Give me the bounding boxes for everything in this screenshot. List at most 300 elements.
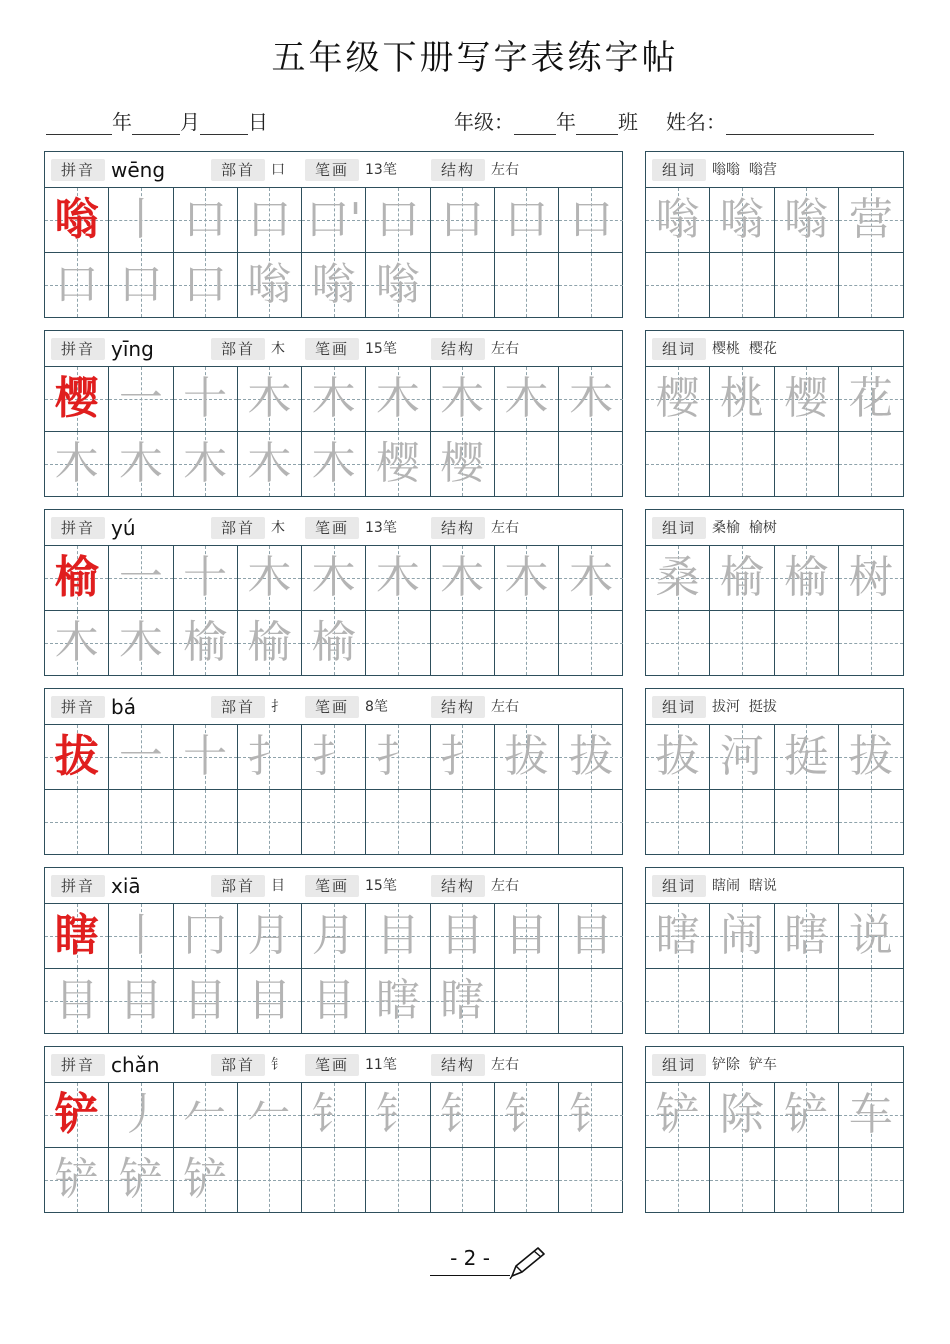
year-blank[interactable] <box>46 113 112 135</box>
writing-cell[interactable] <box>302 969 366 1034</box>
char-info-header <box>45 868 622 904</box>
word-writing-cell[interactable] <box>775 611 839 676</box>
writing-cell[interactable] <box>559 546 623 611</box>
structure-tag: 结构 <box>431 875 485 897</box>
trace-character: 扌 <box>440 731 485 782</box>
word-trace-character: 闹 <box>719 910 764 961</box>
student-row <box>454 106 874 136</box>
writing-cell[interactable] <box>431 611 495 676</box>
writing-cell[interactable] <box>431 253 495 318</box>
writing-cell[interactable] <box>495 188 559 253</box>
trace-character: 口 <box>118 258 163 310</box>
writing-cell[interactable] <box>302 1083 366 1148</box>
writing-cell[interactable] <box>238 969 302 1034</box>
word-writing-cell[interactable] <box>775 725 839 790</box>
trace-character: 榆 <box>311 616 356 668</box>
char-info-header <box>45 1047 622 1083</box>
trace-character: 木 <box>118 616 163 668</box>
trace-character: 木 <box>247 552 292 603</box>
model-character: 拔 <box>54 731 99 782</box>
writing-cell[interactable] <box>238 253 302 318</box>
strokes-value: 8笔 <box>365 699 388 715</box>
char-info-header <box>45 510 622 546</box>
word-writing-cell[interactable] <box>839 1148 903 1213</box>
words-header <box>646 152 903 188</box>
trace-character: 𠂉 <box>247 1089 292 1140</box>
word-writing-cell[interactable] <box>710 725 774 790</box>
words-tag: 组词 <box>652 696 706 718</box>
writing-cell[interactable] <box>174 904 238 969</box>
writing-cell[interactable] <box>495 904 559 969</box>
writing-cell[interactable] <box>174 188 238 253</box>
grade-class-blank[interactable] <box>576 113 618 135</box>
word-writing-cell[interactable] <box>710 367 774 432</box>
word-writing-cell[interactable] <box>646 432 710 497</box>
char-practice-block <box>44 1046 623 1213</box>
writing-cell[interactable] <box>45 367 109 432</box>
words-value: 嗡嗡 嗡营 <box>712 162 777 178</box>
word-trace-character: 瞎 <box>655 910 700 961</box>
writing-cell[interactable] <box>238 611 302 676</box>
writing-cell[interactable] <box>495 790 559 855</box>
trace-character: 丿 <box>118 1089 163 1140</box>
radical-value: 木 <box>271 341 285 357</box>
writing-cell[interactable] <box>45 432 109 497</box>
trace-character: 口 <box>375 194 420 245</box>
pinyin-tag: 拼音 <box>51 159 105 181</box>
radical-tag: 部首 <box>211 338 265 360</box>
word-writing-cell[interactable] <box>839 611 903 676</box>
model-character: 嗡 <box>54 194 99 245</box>
pinyin-value: yīng <box>111 337 154 361</box>
writing-cell[interactable] <box>302 611 366 676</box>
word-writing-cell[interactable] <box>710 188 774 253</box>
writing-cell[interactable] <box>109 904 173 969</box>
word-practice-block <box>645 688 904 855</box>
radical-tag: 部首 <box>211 696 265 718</box>
writing-cell[interactable] <box>45 790 109 855</box>
word-trace-character: 挺 <box>784 731 829 782</box>
trace-character: 木 <box>311 373 356 424</box>
pinyin-value: bá <box>111 695 136 719</box>
structure-value: 左右 <box>491 699 519 715</box>
trace-character: 目 <box>247 974 292 1026</box>
writing-cell[interactable] <box>559 725 623 790</box>
words-tag: 组词 <box>652 875 706 897</box>
structure-value: 左右 <box>491 878 519 894</box>
writing-cell[interactable] <box>559 611 623 676</box>
writing-cell[interactable] <box>559 969 623 1034</box>
trace-character: 目 <box>54 974 99 1026</box>
radical-tag: 部首 <box>211 159 265 181</box>
word-trace-character: 说 <box>848 910 893 961</box>
writing-cell[interactable] <box>431 725 495 790</box>
word-writing-cell[interactable] <box>839 790 903 855</box>
writing-cell[interactable] <box>366 790 430 855</box>
pinyin-value: wēng <box>111 158 166 182</box>
writing-cell[interactable] <box>559 367 623 432</box>
trace-character: 木 <box>569 552 614 603</box>
writing-cell[interactable] <box>431 904 495 969</box>
trace-character: 口 <box>183 258 228 310</box>
writing-cell[interactable] <box>174 969 238 1034</box>
strokes-tag: 笔画 <box>305 1054 359 1076</box>
writing-cell[interactable] <box>495 253 559 318</box>
word-trace-character: 拔 <box>655 731 700 782</box>
word-writing-cell[interactable] <box>839 253 903 318</box>
writing-cell[interactable] <box>45 1148 109 1213</box>
writing-cell[interactable] <box>109 432 173 497</box>
words-tag: 组词 <box>652 517 706 539</box>
writing-cell[interactable] <box>109 188 173 253</box>
writing-cell[interactable] <box>366 546 430 611</box>
words-header <box>646 689 903 725</box>
writing-cell[interactable] <box>431 432 495 497</box>
trace-character: 月 <box>247 910 292 961</box>
trace-character: 一 <box>118 552 163 603</box>
trace-character: 𠂉 <box>183 1089 228 1140</box>
writing-cell[interactable] <box>366 611 430 676</box>
writing-cell[interactable] <box>238 1148 302 1213</box>
writing-cell[interactable] <box>174 611 238 676</box>
writing-cell[interactable] <box>431 188 495 253</box>
word-trace-character: 樱 <box>655 373 700 424</box>
word-trace-character: 榆 <box>784 552 829 603</box>
writing-cell[interactable] <box>109 969 173 1034</box>
trace-character: 扌 <box>311 731 356 782</box>
writing-cell[interactable] <box>559 188 623 253</box>
word-writing-cell[interactable] <box>839 904 903 969</box>
word-trace-character: 除 <box>719 1089 764 1140</box>
trace-character: 樱 <box>375 437 420 489</box>
writing-cell[interactable] <box>238 1083 302 1148</box>
words-tag: 组词 <box>652 338 706 360</box>
grade-year-blank[interactable] <box>514 113 556 135</box>
radical-tag: 部首 <box>211 875 265 897</box>
writing-cell[interactable] <box>174 367 238 432</box>
word-writing-cell[interactable] <box>646 790 710 855</box>
month-blank[interactable] <box>132 113 180 135</box>
strokes-value: 15笔 <box>365 341 397 357</box>
writing-cell[interactable] <box>302 725 366 790</box>
trace-character: 木 <box>183 437 228 489</box>
word-writing-cell[interactable] <box>839 725 903 790</box>
writing-cell[interactable] <box>366 432 430 497</box>
word-writing-cell[interactable] <box>646 725 710 790</box>
word-writing-cell[interactable] <box>710 1083 774 1148</box>
trace-character: 木 <box>440 373 485 424</box>
pinyin-value: xiā <box>111 874 141 898</box>
words-header <box>646 331 903 367</box>
writing-cell[interactable] <box>174 546 238 611</box>
trace-character: 目 <box>118 974 163 1026</box>
trace-character: 木 <box>311 437 356 489</box>
writing-cell[interactable] <box>495 611 559 676</box>
structure-tag: 结构 <box>431 338 485 360</box>
word-trace-character: 树 <box>848 552 893 603</box>
word-writing-cell[interactable] <box>646 611 710 676</box>
writing-cell[interactable] <box>109 253 173 318</box>
trace-character: 木 <box>504 373 549 424</box>
word-writing-cell[interactable] <box>646 546 710 611</box>
trace-character: 一 <box>118 731 163 782</box>
char-practice-block <box>44 509 623 676</box>
word-writing-cell[interactable] <box>839 367 903 432</box>
writing-cell[interactable] <box>559 432 623 497</box>
writing-cell[interactable] <box>366 904 430 969</box>
trace-character: 瞎 <box>440 974 485 1026</box>
words-header <box>646 1047 903 1083</box>
writing-cell[interactable] <box>431 969 495 1034</box>
word-writing-cell[interactable] <box>710 611 774 676</box>
writing-cell[interactable] <box>109 611 173 676</box>
strokes-tag: 笔画 <box>305 338 359 360</box>
word-writing-cell[interactable] <box>775 432 839 497</box>
writing-cell[interactable] <box>45 546 109 611</box>
writing-cell[interactable] <box>45 904 109 969</box>
trace-character: 铲 <box>183 1153 228 1205</box>
writing-cell[interactable] <box>366 367 430 432</box>
writing-cell[interactable] <box>495 546 559 611</box>
structure-value: 左右 <box>491 162 519 178</box>
writing-cell[interactable] <box>238 790 302 855</box>
writing-cell[interactable] <box>302 253 366 318</box>
word-trace-character: 瞎 <box>784 910 829 961</box>
writing-cell[interactable] <box>109 1083 173 1148</box>
pinyin-tag: 拼音 <box>51 875 105 897</box>
trace-character: 目 <box>504 910 549 961</box>
trace-character: 木 <box>54 616 99 668</box>
word-writing-cell[interactable] <box>646 367 710 432</box>
word-trace-character: 铲 <box>784 1089 829 1140</box>
trace-character: 口 <box>504 194 549 245</box>
word-writing-cell[interactable] <box>710 253 774 318</box>
word-writing-cell[interactable] <box>775 969 839 1034</box>
writing-cell[interactable] <box>559 253 623 318</box>
word-trace-character: 嗡 <box>655 194 700 245</box>
strokes-value: 15笔 <box>365 878 397 894</box>
day-blank[interactable] <box>200 113 248 135</box>
word-trace-character: 花 <box>848 373 893 424</box>
word-writing-cell[interactable] <box>710 1148 774 1213</box>
writing-cell[interactable] <box>174 432 238 497</box>
word-writing-cell[interactable] <box>775 1083 839 1148</box>
word-trace-character: 拔 <box>848 731 893 782</box>
word-writing-cell[interactable] <box>710 432 774 497</box>
word-writing-cell[interactable] <box>775 367 839 432</box>
word-writing-cell[interactable] <box>646 904 710 969</box>
writing-cell[interactable] <box>495 432 559 497</box>
writing-cell[interactable] <box>45 969 109 1034</box>
writing-cell[interactable] <box>45 611 109 676</box>
writing-cell[interactable] <box>302 432 366 497</box>
trace-character: 扌 <box>375 731 420 782</box>
strokes-value: 13笔 <box>365 162 397 178</box>
word-trace-character: 榆 <box>719 552 764 603</box>
structure-tag: 结构 <box>431 159 485 181</box>
char-info-header <box>45 689 622 725</box>
trace-character: 嗡 <box>247 258 292 310</box>
writing-cell[interactable] <box>559 904 623 969</box>
trace-character: 木 <box>311 552 356 603</box>
word-writing-cell[interactable] <box>775 253 839 318</box>
writing-cell[interactable] <box>238 432 302 497</box>
trace-character: 口 <box>183 194 228 245</box>
writing-cell[interactable] <box>174 790 238 855</box>
writing-cell[interactable] <box>559 1083 623 1148</box>
writing-cell[interactable] <box>366 188 430 253</box>
strokes-value: 11笔 <box>365 1057 397 1073</box>
trace-character: 木 <box>504 552 549 603</box>
word-writing-cell[interactable] <box>775 546 839 611</box>
writing-cell[interactable] <box>431 367 495 432</box>
structure-value: 左右 <box>491 341 519 357</box>
writing-cell[interactable] <box>174 725 238 790</box>
pinyin-tag: 拼音 <box>51 696 105 718</box>
trace-character: 榆 <box>183 616 228 668</box>
writing-cell[interactable] <box>559 790 623 855</box>
writing-cell[interactable] <box>174 1148 238 1213</box>
word-trace-character: 桃 <box>719 373 764 424</box>
trace-character: 拔 <box>569 731 614 782</box>
trace-character: 拔 <box>504 731 549 782</box>
writing-cell[interactable] <box>238 725 302 790</box>
word-trace-character: 嗡 <box>784 194 829 245</box>
trace-character: 口' <box>305 194 362 245</box>
word-writing-cell[interactable] <box>710 969 774 1034</box>
strokes-tag: 笔画 <box>305 517 359 539</box>
word-writing-cell[interactable] <box>710 790 774 855</box>
trace-character: 木 <box>247 373 292 424</box>
model-character: 瞎 <box>54 910 99 961</box>
grade-label: 年级： <box>454 110 514 134</box>
trace-character: 目 <box>183 974 228 1026</box>
writing-cell[interactable] <box>495 1083 559 1148</box>
trace-character: 钅 <box>569 1089 614 1140</box>
writing-cell[interactable] <box>45 253 109 318</box>
word-writing-cell[interactable] <box>646 1083 710 1148</box>
writing-cell[interactable] <box>495 725 559 790</box>
writing-cell[interactable] <box>431 790 495 855</box>
trace-character: 钅 <box>375 1089 420 1140</box>
word-writing-cell[interactable] <box>839 546 903 611</box>
structure-tag: 结构 <box>431 517 485 539</box>
writing-cell[interactable] <box>431 546 495 611</box>
writing-cell[interactable] <box>431 1148 495 1213</box>
radical-tag: 部首 <box>211 1054 265 1076</box>
word-writing-cell[interactable] <box>839 188 903 253</box>
radical-value: 木 <box>271 520 285 536</box>
word-writing-cell[interactable] <box>710 546 774 611</box>
writing-cell[interactable] <box>238 904 302 969</box>
name-blank[interactable] <box>726 113 874 135</box>
writing-cell[interactable] <box>431 1083 495 1148</box>
trace-character: 樱 <box>440 437 485 489</box>
writing-cell[interactable] <box>302 1148 366 1213</box>
trace-character: 木 <box>569 373 614 424</box>
writing-cell[interactable] <box>238 188 302 253</box>
trace-character: 铲 <box>54 1153 99 1205</box>
words-value: 瞎闹 瞎说 <box>712 878 777 894</box>
writing-cell[interactable] <box>302 790 366 855</box>
word-writing-cell[interactable] <box>775 790 839 855</box>
trace-character: 钅 <box>311 1089 356 1140</box>
word-writing-cell[interactable] <box>710 904 774 969</box>
word-writing-cell[interactable] <box>646 969 710 1034</box>
writing-cell[interactable] <box>366 725 430 790</box>
writing-cell[interactable] <box>174 253 238 318</box>
writing-cell[interactable] <box>238 546 302 611</box>
model-character: 榆 <box>54 552 99 603</box>
words-value: 拔河 挺拔 <box>712 699 777 715</box>
writing-cell[interactable] <box>495 367 559 432</box>
writing-cell[interactable] <box>109 1148 173 1213</box>
word-writing-cell[interactable] <box>839 1083 903 1148</box>
strokes-tag: 笔画 <box>305 875 359 897</box>
grade-class-label: 班 <box>618 110 638 134</box>
word-trace-character: 桑 <box>655 552 700 603</box>
word-writing-cell[interactable] <box>646 1148 710 1213</box>
trace-character: 口 <box>247 194 292 245</box>
writing-cell[interactable] <box>45 188 109 253</box>
writing-cell[interactable] <box>302 188 366 253</box>
writing-cell[interactable] <box>238 367 302 432</box>
word-writing-cell[interactable] <box>646 188 710 253</box>
word-practice-block <box>645 330 904 497</box>
writing-cell[interactable] <box>302 904 366 969</box>
trace-character: 木 <box>375 552 420 603</box>
word-writing-cell[interactable] <box>839 969 903 1034</box>
writing-cell[interactable] <box>495 1148 559 1213</box>
words-tag: 组词 <box>652 1054 706 1076</box>
writing-cell[interactable] <box>366 1083 430 1148</box>
trace-character: 瞎 <box>375 974 420 1026</box>
word-practice-block <box>645 509 904 676</box>
writing-cell[interactable] <box>366 1148 430 1213</box>
writing-cell[interactable] <box>174 1083 238 1148</box>
writing-cell[interactable] <box>302 546 366 611</box>
writing-cell[interactable] <box>302 367 366 432</box>
writing-cell[interactable] <box>366 253 430 318</box>
strokes-tag: 笔画 <box>305 696 359 718</box>
writing-cell[interactable] <box>559 1148 623 1213</box>
writing-cell[interactable] <box>109 367 173 432</box>
date-row <box>46 106 268 136</box>
words-value: 铲除 铲车 <box>712 1057 777 1073</box>
radical-tag: 部首 <box>211 517 265 539</box>
word-writing-cell[interactable] <box>775 1148 839 1213</box>
writing-cell[interactable] <box>45 1083 109 1148</box>
word-writing-cell[interactable] <box>839 432 903 497</box>
word-writing-cell[interactable] <box>775 188 839 253</box>
trace-character: 木 <box>54 437 99 489</box>
radical-value: 口 <box>271 162 285 178</box>
word-writing-cell[interactable] <box>646 253 710 318</box>
word-writing-cell[interactable] <box>775 904 839 969</box>
writing-cell[interactable] <box>109 546 173 611</box>
trace-character: 榆 <box>247 616 292 668</box>
writing-cell[interactable] <box>109 790 173 855</box>
page-number: - 2 - <box>430 1246 510 1276</box>
writing-cell[interactable] <box>45 725 109 790</box>
writing-cell[interactable] <box>366 969 430 1034</box>
year-label: 年 <box>112 110 132 134</box>
trace-character: 扌 <box>247 731 292 782</box>
structure-value: 左右 <box>491 1057 519 1073</box>
word-trace-character: 车 <box>848 1089 893 1140</box>
writing-cell[interactable] <box>495 969 559 1034</box>
writing-cell[interactable] <box>109 725 173 790</box>
